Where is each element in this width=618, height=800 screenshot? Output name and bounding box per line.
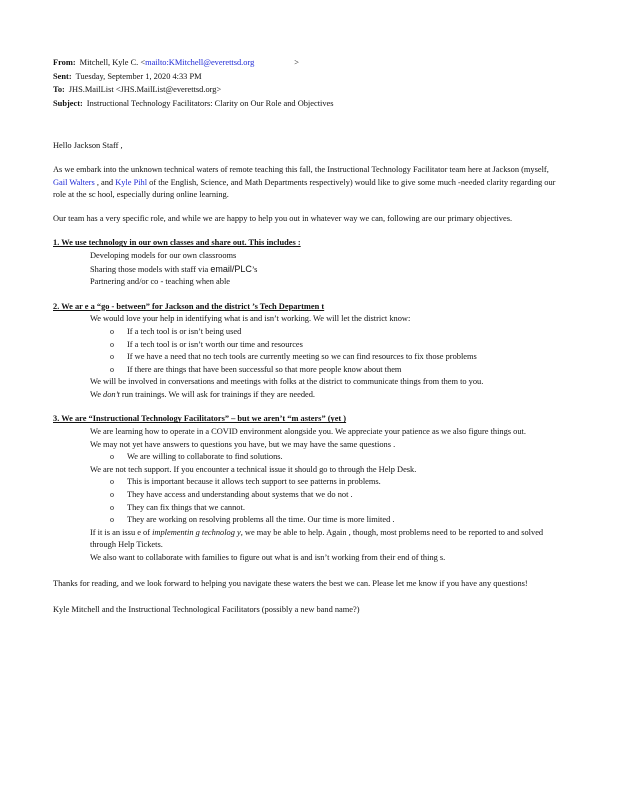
circle-bullet-icon: o — [110, 490, 114, 500]
sub-list-item: o They can fix things that we cannot. — [53, 502, 563, 515]
sub-list-item: o If we have a need that no tech tools are currently meeting so we can find resources to fix those problems — [53, 351, 563, 364]
circle-bullet-icon: o — [110, 502, 114, 512]
list-item: If it is an issu e of implementin g technolog y, we may be able to help. Again , though, most problems need to be reported to and solved through Help Tickets. — [90, 527, 544, 550]
circle-bullet-icon: o — [110, 339, 114, 349]
signature: Kyle Mitchell and the Instructional Technological Facilitators (possibly a new band name?) — [53, 605, 360, 615]
list-item: We would love your help in identifying what is and isn’t working. We will let the district know: — [90, 314, 411, 324]
list-item: We don’t run trainings. We will ask for trainings if they are needed. — [90, 389, 316, 399]
sub-list-item: o If a tech tool is or isn’t worth our time and resources — [53, 339, 563, 352]
section-2-heading: 2. We ar e a “go - between” for Jackson and the district ’s Tech Departmen t — [53, 301, 325, 311]
kyle-pihl-link[interactable]: Kyle Pihl — [115, 177, 148, 187]
list-item: Developing models for our own classrooms — [90, 250, 237, 260]
circle-bullet-icon: o — [110, 452, 114, 462]
circle-bullet-icon: o — [110, 326, 114, 336]
greeting: Hello Jackson Staff , — [53, 141, 123, 151]
list-item: We are learning how to operate in a COVID environment alongside you. We appreciate your patience as we also figure things out. — [90, 427, 526, 437]
intro-paragraph: As we embark into the unknown technical waters of remote teaching this fall, the Instructional Technology Facilitator team here at Jackson (myself, Gail Walters , and Kyle Pihl of the English, Science, and Math Departments respectively) would like to give some much -needed clarity regarding our role at the sc hool, especially during online learning. — [53, 164, 556, 200]
sub-list-item: o If a tech tool is or isn’t being used — [53, 326, 563, 339]
list-item: We will be involved in conversations and meetings with folks at the district to communicate things from them to you. — [90, 377, 484, 387]
from-row: From: Mitchell, Kyle C. <mailto:KMitchell@everettsd.org > — [53, 58, 300, 67]
to-row: To: JHS.MailList <JHS.MailList@everettsd.org> — [53, 85, 222, 95]
sub-list-item: o They have access and understanding about systems that we do not . — [53, 489, 563, 502]
list-item: We are not tech support. If you encounter a technical issue it should go to through the Help Desk. — [90, 464, 417, 474]
section-1-heading: 1. We use technology in our own classes and share out. This includes : — [53, 238, 301, 248]
sent-row: Sent: Tuesday, September 1, 2020 4:33 PM — [53, 71, 202, 81]
gail-walters-link[interactable]: Gail Walters — [53, 177, 95, 187]
circle-bullet-icon: o — [110, 515, 114, 525]
subject-row: Subject: Instructional Technology Facilitators: Clarity on Our Role and Objectives — [53, 98, 334, 108]
role-paragraph: Our team has a very specific role, and while we are happy to help you out in whatever way we can, following are our primary objectives. — [53, 213, 513, 223]
circle-bullet-icon: o — [110, 352, 114, 362]
section-2-list — [53, 313, 563, 401]
list-item: We may not yet have answers to questions you have, but we may have the same questions . — [90, 439, 396, 449]
closing-paragraph: Thanks for reading, and we look forward to helping you navigate these waters the best we can. Please let me know if you have any questions! — [53, 578, 528, 588]
sub-list-item: o They are working on resolving problems all the time. Our time is more limited . — [53, 514, 563, 527]
email-document — [53, 56, 563, 617]
circle-bullet-icon: o — [110, 477, 114, 487]
circle-bullet-icon: o — [110, 364, 114, 374]
list-item: Sharing those models with staff via email/PLC’s — [90, 263, 258, 274]
sub-list-item: o This is important because it allows tech support to see patterns in problems. — [53, 476, 563, 489]
section-3-list — [53, 426, 563, 565]
list-item: Partnering and/or co - teaching when able — [90, 277, 230, 287]
sub-list-item: o If there are things that have been successful so that more people know about them — [53, 364, 563, 377]
sender-email-link[interactable]: mailto:KMitchell@everettsd.org — [145, 58, 255, 67]
section-3-heading: 3. We are “Instructional Technology Facilitators” – but we aren’t “m asters” (yet ) — [53, 414, 347, 424]
section-1-list — [53, 250, 563, 289]
list-item: We also want to collaborate with families to figure out what is and isn’t working from their end of thing s. — [90, 553, 446, 562]
sub-list-item: o We are willing to collaborate to find solutions. — [53, 451, 563, 464]
email-header — [53, 56, 563, 110]
